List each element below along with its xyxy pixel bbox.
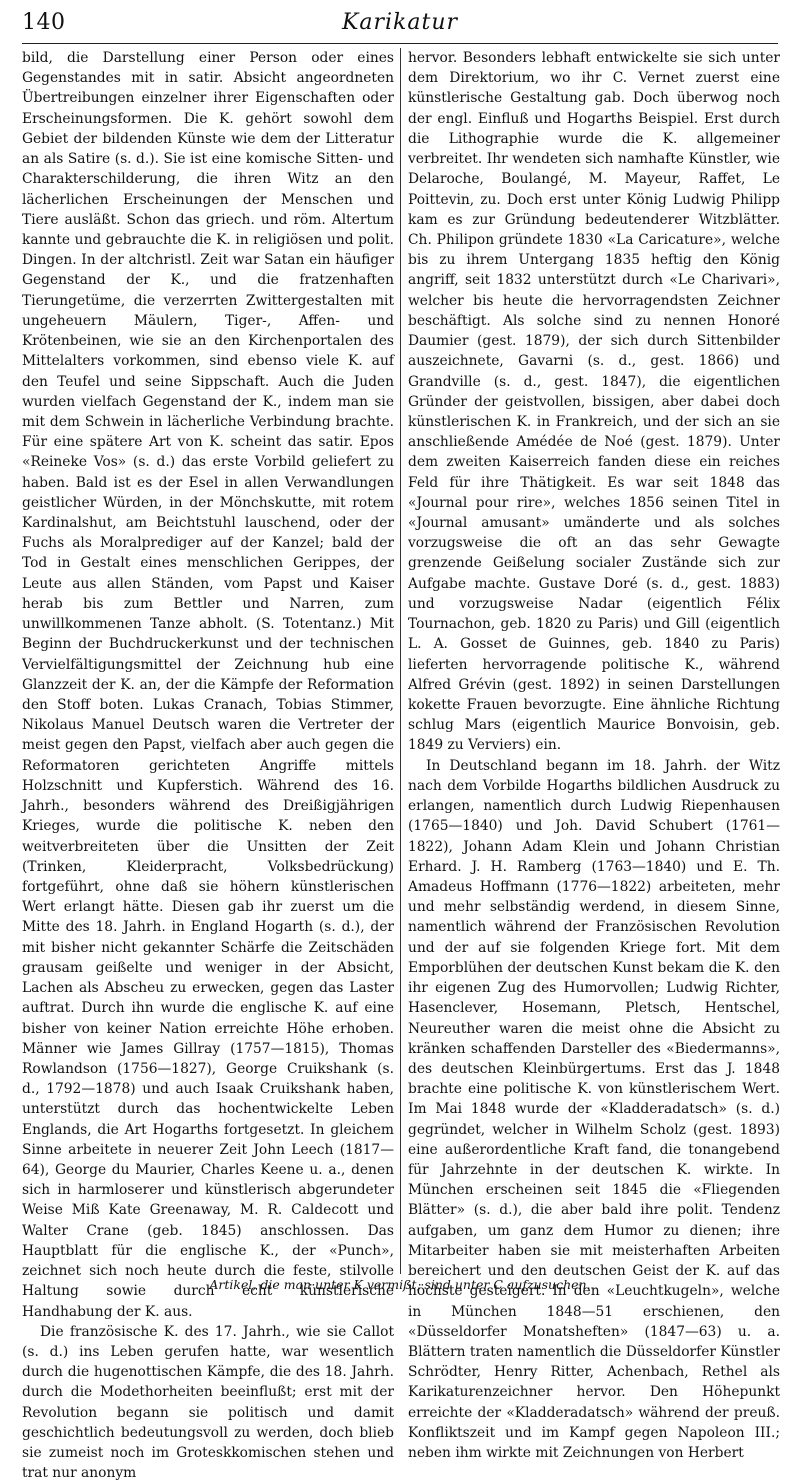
right-column bbox=[408, 48, 780, 1462]
page-header bbox=[22, 10, 778, 40]
paragraph: In Deutschland begann im 18. Jahrh. der Witz nach dem Vorbilde Hogarths bildlichen Ausdruck zu erlangen, namentlich durch Ludwig Riepenhausen (1765—1840) und Joh. David Schubert (1761—1822), Johann Adam Klein und Johann Christian Erhard. J. H. Ramberg (1763—1840) und E. Th. Amadeus Hoffmann (1776—1822) arbeiteten, mehr und mehr selbständig werdend, in diesem Sinne, namentlich während der Französischen Revolution und der auf sie folgenden Kriege fort. Mit dem Emporblühen der deutschen Kunst bekam die K. den ihr eigenen Zug des Humorvollen; Ludwig Richter, Hasenclever, Hosemann, Pletsch, Hentschel, Neureuther waren die meist ohne die Absicht zu kränken schaffenden Darsteller des «Biedermanns», des deutschen Kleinbürgertums. Erst das J. 1848 brachte eine politische K. von künstlerischem Wert. Im Mai 1848 wurde der «Kladderadatsch» (s. d.) gegründet, welcher in Wilhelm Scholz (gest. 1893) eine außerordentliche Kraft fand, die tonangebend für Jahrzehnte in der deutschen K. wirkte. In München erscheinen seit 1845 die «Fliegenden Blätter» (s. d.), die aber bald ihre polit. Tendenz aufgaben, um ganz dem Humor zu dienen; ihre Mitarbeiter haben sie mit meisterhaften Arbeiten bereichert und den deutschen Geist der K. auf das höchste gesteigert. In den «Leuchtkugeln», welche in München 1848—51 erschienen, den «Düsseldorfer Monatsheften» (1847—63) u. a. Blättern traten namentlich die Düsseldorfer Künstler Schrödter, Henry Ritter, Achenbach, Rethel als Karikaturenzeichner hervor. Den Höhepunkt erreichte der «Kladderadatsch» während der preuß. Konfliktszeit und im Kampf gegen Napoleon III.; neben ihm wirkte mit Zeichnungen von Herbert bbox=[408, 757, 780, 1462]
footer-note: Artikel, die man unter K vermißt, sind unter C aufzusuchen. bbox=[209, 1277, 591, 1292]
running-title: Karikatur bbox=[341, 10, 459, 35]
paragraph: bild, die Darstellung einer Person oder eines Gegenstandes mit in satir. Absicht angeordneten Übertreibungen einzelner ihrer Eigenschaften oder Erscheinungsformen. Die K. gehört sowohl dem Gebiet der bildenden Künste wie dem der Litteratur an als Satire (s. d.). Sie ist eine komische Sitten- und Charakterschilderung, die ihren Witz an den lächerlichen Erscheinungen der Menschen und Tiere ausläßt. Schon das griech. und röm. Altertum kannte und gebrauchte die K. in religiösen und polit. Dingen. In der altchristl. Zeit war Satan ein häufiger Gegenstand der K., und die fratzenhaften Tierungetüme, die verzerrten Zwittergestalten mit ungeheuern Mäulern, Tiger-, Affen- und Krötenbeinen, wie sie an den Kirchenportalen des Mittelalters vorkommen, sind ebenso viele K. auf den Teufel und seine Sippschaft. Auch die Juden wurden vielfach Gegenstand der K., indem man sie mit dem Schwein in lächerliche Verbindung brachte. Für eine spätere Art von K. scheint das satir. Epos «Reineke Vos» (s. d.) das erste Vorbild geliefert zu haben. Bald ist es der Esel in allen Verwandlungen geistlicher Würden, in der Mönchskutte, mit rotem Kardinalshut, am Beichtstuhl lauschend, oder der Fuchs als Moralprediger auf der Kanzel; bald der Tod in Gestalt eines menschlichen Gerippes, der Leute aus allen Ständen, vom Papst und Kaiser herab bis zum Bettler und Narren, zum unwillkommenen Tanze abholt. (S. Totentanz.) Mit Beginn der Buchdruckerkunst und der technischen Vervielfältigungsmittel der Zeichnung hub eine Glanzzeit der K. an, der die Kämpfe der Reformation den Stoff boten. Lukas Cranach, Tobias Stimmer, Nikolaus Manuel Deutsch waren die Vertreter der meist gegen den Papst, vielfach aber auch gegen die Reformatoren gerichteten Angriffe mittels Holzschnitt und Kupferstich. Während des 16. Jahrh., besonders während des Dreißigjährigen Krieges, wurde die politische K. neben den weitverbreiteten über die Unsitten der Zeit (Trinken, Kleiderpracht, Volksbedrückung) fortgeführt, ohne daß sie höhern künstlerischen Wert erlangt hätte. Diesen gab ihr zuerst um die Mitte des 18. Jahrh. in England Hogarth (s. d.), der mit bisher nicht gekannter Schärfe die Zeitschäden grausam geißelte und weniger in der Absicht, Lachen als Abscheu zu erwecken, gegen das Laster auftrat. Durch ihn wurde die englische K. auf eine bisher von keiner Nation erreichte Höhe erhoben. Männer wie James Gillray (1757—1815), Thomas Rowlandson (1756—1827), George Cruikshank (s. d., 1792—1878) und auch Isaak Cruikshank haben, unterstützt durch das hochentwickelte Leben Englands, die Art Hogarths fortgesetzt. In gleichem Sinne arbeitete in neuerer Zeit John Leech (1817—64), George du Maurier, Charles Keene u. a., denen sich in harmloserer und künstlerisch abgerundeter Weise Miß Kate Greenaway, M. R. Caldecott und Walter Crane (geb. 1845) anschlossen. Das Hauptblatt für die englische K., der «Punch», zeichnet sich noch heute durch die feste, stilvolle Haltung sowie durch echt künstlerische Handhabung der K. aus. bbox=[22, 50, 394, 1320]
paragraph: hervor. Besonders lebhaft entwickelte sie sich unter dem Direktorium, wo ihr C. Vernet zuerst eine künstlerische Gestaltung gab. Doch überwog noch der engl. Einfluß und Hogarths Beispiel. Erst durch die Lithographie wurde die K. allgemeiner verbreitet. Ihr wendeten sich namhafte Künstler, wie Delaroche, Boulangé, M. Mayeur, Raffet, Le Poittevin, zu. Doch erst unter König Ludwig Philipp kam es zur Gründung bedeutenderer Witzblätter. Ch. Philipon gründete 1830 «La Caricature», welche bis zu ihrem Untergang 1835 heftig den König angriff, seit 1832 unterstützt durch «Le Charivari», welcher bis heute die hervorragendsten Zeichner beschäftigt. Als solche sind zu nennen Honoré Daumier (gest. 1879), der sich durch Sittenbilder auszeichnete, Gavarni (s. d., gest. 1866) und Grandville (s. d., gest. 1847), die eigentlichen Gründer der geistvollen, bissigen, aber dabei doch künstlerischen K. in Frankreich, und der sich an sie anschließende Amédée de Noé (gest. 1879). Unter dem zweiten Kaiserreich fanden diese ein reiches Feld für ihre Thätigkeit. Es war seit 1848 das «Journal pour rire», welches 1856 seinen Titel in «Journal amusant» umänderte und als solches vorzugsweise die oft an das sehr Gewagte grenzende Geißelung socialer Zustände sich zur Aufgabe machte. Gustave Doré (s. d., gest. 1883) und vorzugsweise Nadar (eigentlich Félix Tournachon, geb. 1820 zu Paris) und Gill (eigentlich L. A. Gosset de Guinnes, geb. 1840 zu Paris) lieferten hervorragende politische K., während Alfred Grévin (gest. 1892) in seinen Darstellungen kokette Frauen bevorzugte. Eine ähnliche Richtung schlug Mars (eigentlich Maurice Bonvoisin, geb. 1849 zu Verviers) ein. bbox=[408, 50, 780, 754]
column-divider bbox=[400, 48, 401, 1274]
paragraph: Die französische K. des 17. Jahrh., wie sie Callot (s. d.) ins Leben gerufen hatte, war wesentlich durch die hugenottischen Kämpfe, die des 18. Jahrh. durch die Modethorheiten beeinflußt; erst mit der Revolution begann sie politisch und damit geschichtlich bedeutungsvoll zu werden, doch blieb sie zumeist noch im Groteskkomischen stehen und trat nur anonym bbox=[22, 1323, 394, 1482]
header-rule bbox=[22, 43, 778, 44]
left-column bbox=[22, 48, 394, 1482]
page-number: 140 bbox=[22, 10, 66, 35]
